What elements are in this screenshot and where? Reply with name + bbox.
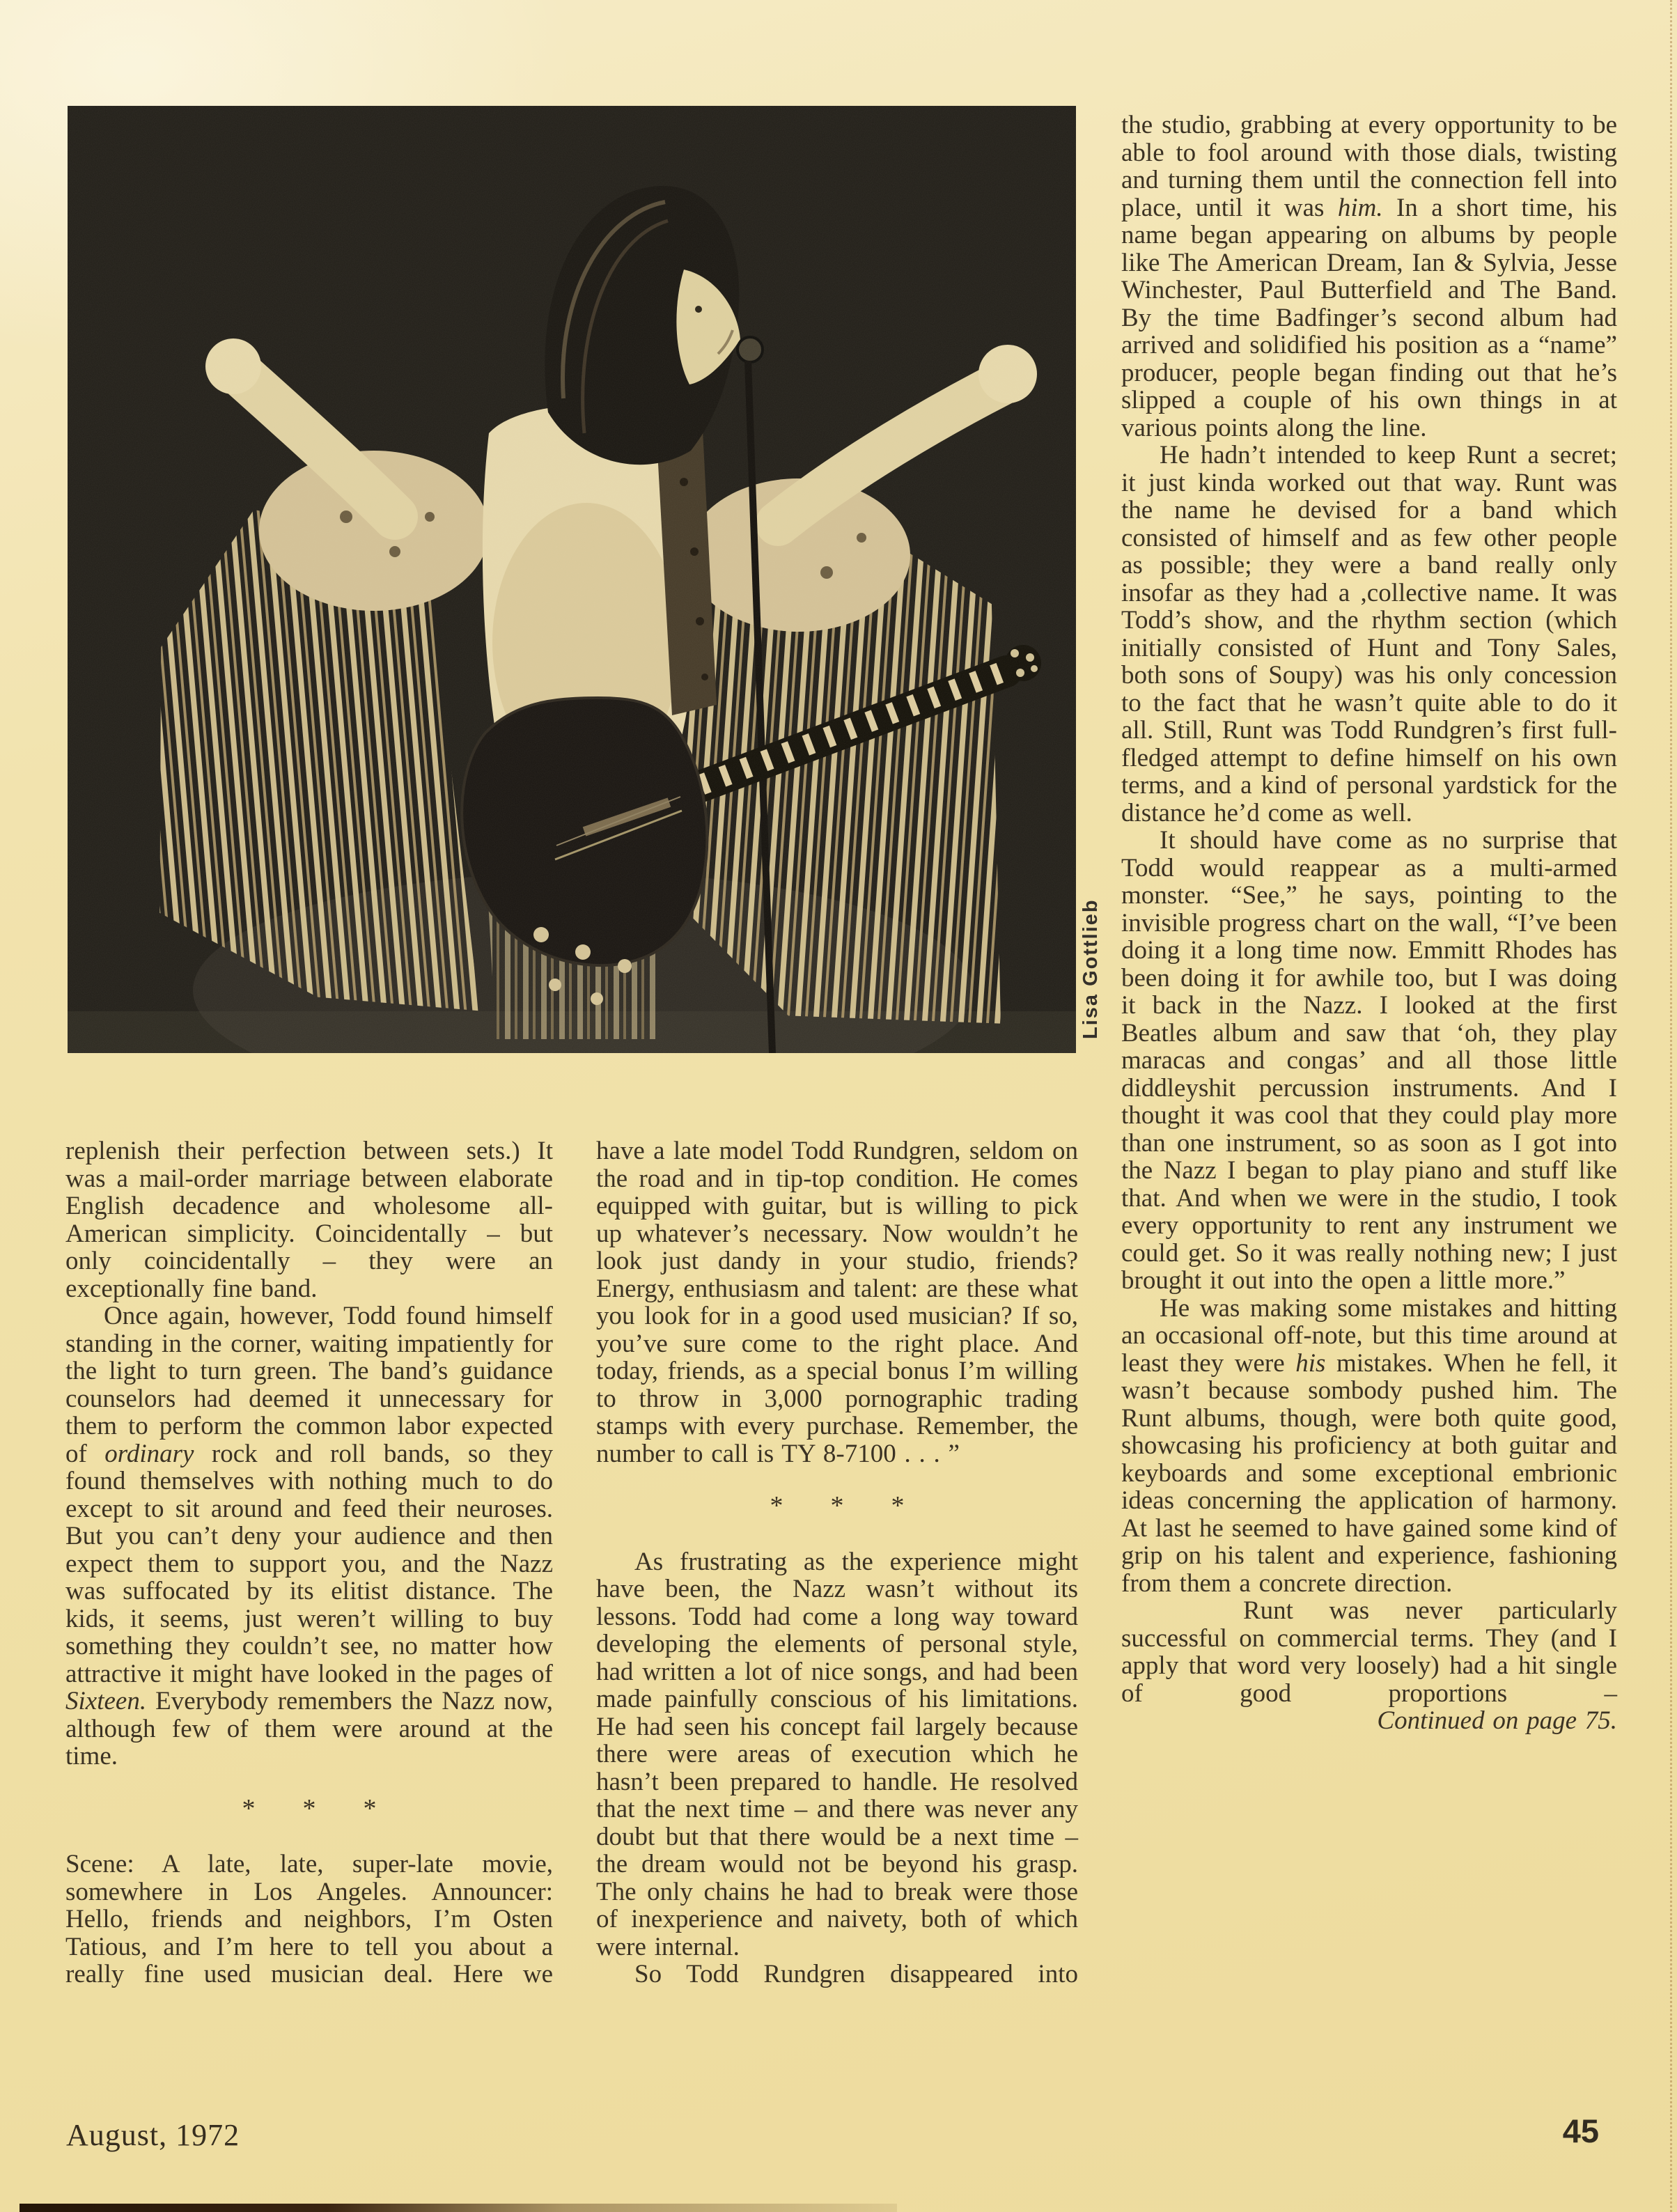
- body-text: rock and roll bands, so they found themselves with nothing much to do except to sit around and feed their neuroses. But you can’t deny your audience and then expect them to support you, and the Nazz was suffocated by its elitist distance. The kids, it seems, just weren’t willing to buy something they couldn’t see, no matter how attractive it might have looked in the pages of: [65, 1439, 553, 1688]
- body-text: the studio, grabbing at every opportunity to be able to fool around with those dials, twisting and turning them until the connection fell into place, until it was: [1121, 111, 1617, 222]
- section-separator: * * *: [770, 1491, 924, 1520]
- concert-photo: [68, 106, 1076, 1053]
- body-text: Once again, however, Todd found himself standing in the corner, waiting impatiently for the light to turn green. The band’s guidance counselors had deemed it unnecessary for them to perform the common labor expected of: [65, 1302, 553, 1468]
- body-text: It should have come as no surprise that Todd would reappear as a multi-armed monster. “See,” he says, pointing to the invisible progress chart on the wall, “I’ve been doing it a long time now. Emmitt Rhodes has been doing it for awhile too, but I was doing it back in the Nazz. I looked at the first Beatles album and saw that ‘oh, they play maracas and congas’ and all those little diddleyshit percussion instruments. And I thought it was cool that they could play more than one instrument, so as soon as I got into the Nazz I began to play piano and stuff like that. And when we were in the studio, I took every opportunity to rent any instrument we could get. So it was really nothing new; I just brought it out into the open a little more.”: [1121, 826, 1617, 1295]
- body-text: replenish their perfection between sets.) It was a mail-order marriage between elaborate English decadence and wholesome all-American simplicity. Coincidentally – but only coincidentally – they were an exceptionally fine band.: [65, 1137, 553, 1303]
- article-paragraph: [596, 1961, 1078, 1988]
- article-paragraph: [1121, 1295, 1617, 1598]
- article-paragraph: [596, 1548, 1078, 1961]
- body-text: As frustrating as the experience might have been, the Nazz wasn’t without its lessons. Todd had come a long way toward developing the elements of personal style, had written a lot of nice songs, and had been made painfully conscious of his limitations. He had seen his concept fail largely because there were areas of execution which he hasn’t been prepared to handle. He resolved that the next time – and there was never any doubt but that there would be a next time – the dream would not be beyond his grasp. The only chains he had to break were those of inexperience and naivety, both of which were internal.: [596, 1547, 1078, 1961]
- article-paragraph: [1121, 111, 1617, 442]
- body-text-italic: him.: [1337, 193, 1383, 222]
- scan-edge-shadow: [20, 2204, 897, 2212]
- article-paragraph: [65, 1302, 553, 1770]
- body-text: Runt was never particularly successful on commercial terms. They (and I apply that word very loosely) had a hit single of good proportions –: [1121, 1596, 1617, 1708]
- body-text: mistakes. When he fell, it wasn’t because sombody pushed him. The Runt albums, though, were both quite good, showcasing his proficiency at both guitar and keyboards and some exceptional embrionic ideas concerning the application of harmony. At last he seemed to have gained some kind of grip on his talent and experience, fashioning from them a concrete direction.: [1121, 1348, 1617, 1598]
- concert-photo-illustration: [68, 106, 1076, 1053]
- continued-notice: Continued on page 75.: [1377, 1706, 1617, 1735]
- photo-credit: Lisa Gottlieb: [1079, 898, 1102, 1039]
- body-text: have a late model Todd Rundgren, seldom on the road and in tip-top condition. He comes equipped with guitar, but is willing to pick up whatever’s necessary. Now wouldn’t he look just dandy in your studio, friends? Energy, enthusiasm and talent: are these what you look for in a good used musician? If so, you’ve sure come to the right place. And today, friends, as a special bonus I’m willing to throw in 3,000 pornographic trading stamps with every purchase. Remember, the number to call is TY 8-7100 . . . ”: [596, 1137, 1078, 1468]
- issue-date: August, 1972: [66, 2118, 240, 2152]
- page-binding-edge: [1670, 0, 1672, 2212]
- body-text-italic: his: [1295, 1348, 1326, 1378]
- body-text-italic: Sixteen.: [65, 1687, 147, 1715]
- article-paragraph: [1121, 1597, 1617, 1707]
- page-number: 45: [1562, 2112, 1599, 2149]
- article-column-left: [65, 1137, 553, 1988]
- body-text: In a short time, his name began appearing on albums by people like The American Dream, Ian & Sylvia, Jesse Winchester, Paul Butterfield and The Band. By the time Badfinger’s second album had arrived and solidified his position as a “name” producer, people began finding out that he’s slipped a couple of his own things in at various points along the line.: [1121, 193, 1617, 442]
- body-text: He hadn’t intended to keep Runt a secret; it just kinda worked out that way. Runt was the name he devised for a band which consisted of himself and as few other people as possible; they were a band really only insofar as they had a ,collective name. It was Todd’s show, and the rhythm section (which initially consisted of Hunt and Tony Sales, both sons of Soupy) was his only concession to the fact that he wasn’t quite able to do it all. Still, Runt was Todd Rundgren’s first full-fledged attempt to define himself on his own terms, and a kind of personal yardstick for the distance he’d come as well.: [1121, 441, 1617, 827]
- body-text: So Todd Rundgren disappeared into: [634, 1960, 1078, 1988]
- article-paragraph: [1121, 827, 1617, 1295]
- article-paragraph: [1121, 442, 1617, 827]
- article-column-middle: [596, 1137, 1078, 1988]
- article-paragraph: [65, 1137, 553, 1302]
- body-text-italic: ordinary: [104, 1439, 194, 1468]
- section-separator: * * *: [242, 1793, 396, 1823]
- body-text: He was making some mistakes and hitting an occasional off-note, but this time around at least they were: [1121, 1293, 1617, 1378]
- article-paragraph: [65, 1851, 553, 1988]
- article-paragraph: [596, 1137, 1078, 1467]
- article-column-right: [1121, 111, 1617, 1735]
- body-text: Everybody remembers the Nazz now, although few of them were around at the time.: [65, 1687, 553, 1770]
- body-text: Scene: A late, late, super-late movie, somewhere in Los Angeles. Announcer: Hello, friends and neighbors, I’m Osten Tatious, and I’m here to tell you about a really fine used musician deal. Here we: [65, 1850, 553, 1988]
